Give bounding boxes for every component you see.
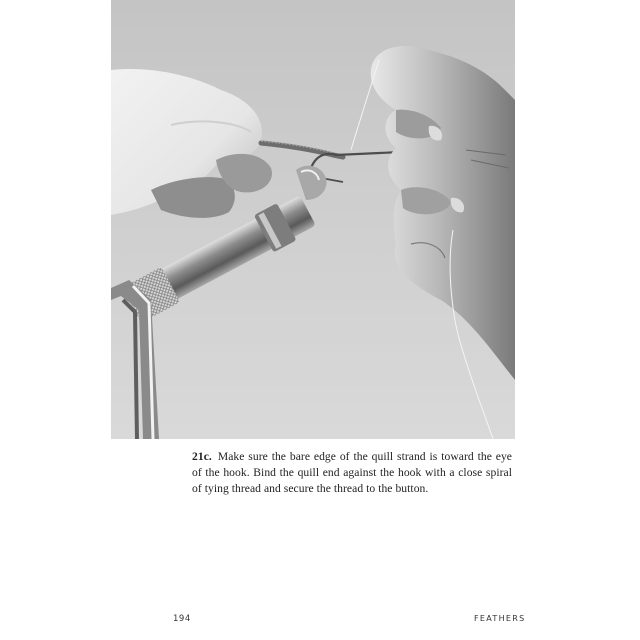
caption-text: Make sure the bare edge of the quill strand is toward the eye of the hook. Bind the quill end against the hook with a close spiral of tying thread and secure the thread to the button. [192, 450, 512, 495]
running-footer-section: FEATHERS [474, 614, 526, 623]
figure-caption [192, 449, 512, 497]
photo-vise-and-hands [111, 0, 515, 439]
page-number: 194 [173, 614, 191, 624]
figure-number: 21c. [192, 450, 212, 463]
photo-illustration [111, 0, 515, 439]
